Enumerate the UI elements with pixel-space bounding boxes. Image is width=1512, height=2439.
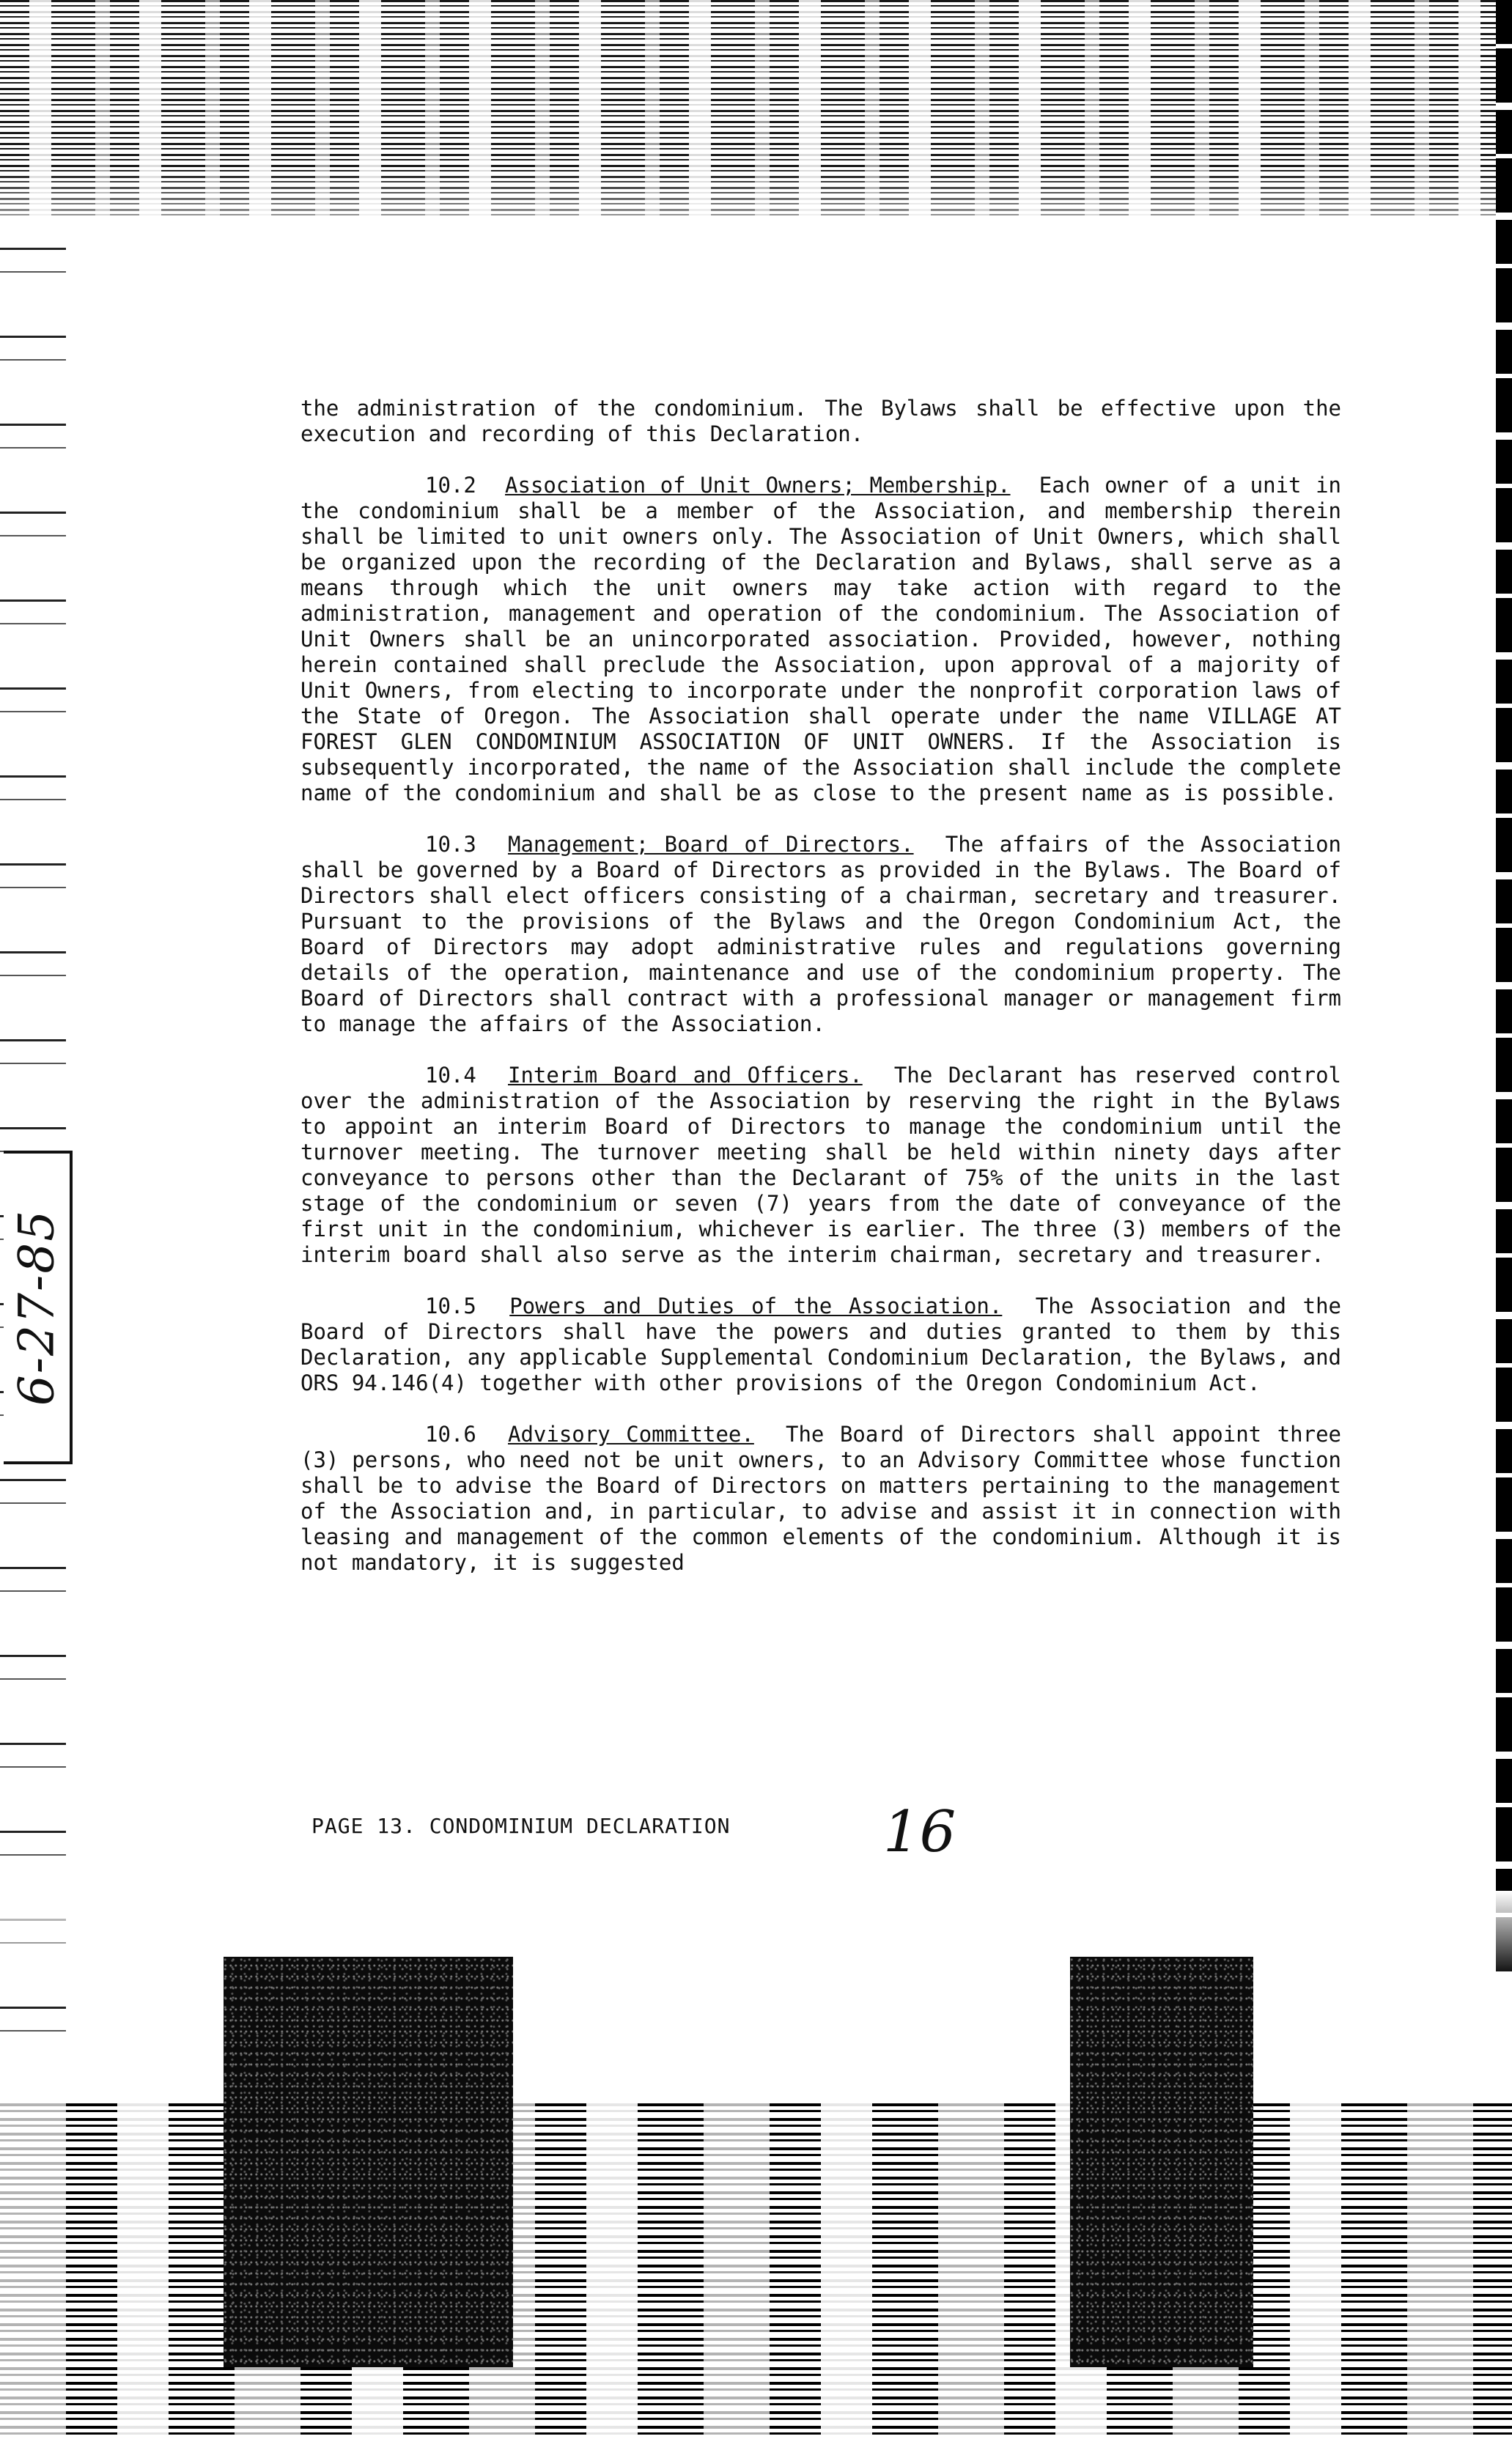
section-body: The Association and the Board of Directors shall have the powers and duties granted to them by this Declaration, any applicable Supplemental Condominium Declaration, the Bylaws, and ORS 94.146(4) together with other provisions of the Oregon Condominium Act. (300, 1294, 1341, 1395)
section-10-6 (300, 1422, 1341, 1576)
section-10-4 (300, 1063, 1341, 1268)
section-heading: Advisory Committee. (508, 1422, 754, 1447)
section-number: 10.3 (425, 832, 476, 857)
section-10-3 (300, 832, 1341, 1037)
section-body: Each owner of a unit in the condominium shall be a member of the Association, and membership therein shall be limited to unit owners only. The Association of Unit Owners, which shall be organized upon the recording of the Declaration and Bylaws, shall serve as a means through which the unit owners may take action with regard to the administration, management and operation of the condominium. The Association of Unit Owners shall be an unincorporated association. Provided, however, nothing herein contained shall preclude the Association, upon approval of a majority of Unit Owners, from electing to incorporate under the nonprofit corporation laws of the State of Oregon. The Association shall operate under the name VILLAGE AT FOREST GLEN CONDOMINIUM ASSOCIATION OF UNIT OWNERS. If the Association is subsequently incorporated, the name of the Association shall include the complete name of the condominium and shall be as close to the present name as is possible. (300, 473, 1341, 805)
section-body: The Board of Directors shall appoint three (3) persons, who need not be unit owners, to an Advisory Committee whose function shall be to advise the Board of Directors on matters pertaining to the management of the Association and, in particular, to advise and assist it in connection with leasing and management of the common elements of the condominium. Although it is not mandatory, it is suggested (300, 1422, 1342, 1575)
section-number: 10.4 (425, 1063, 476, 1088)
section-10-2 (300, 473, 1341, 806)
continuation-paragraph: the administration of the condominium. The Bylaws shall be effective upon the execution and recording of this Declaration. (300, 396, 1341, 446)
section-number: 10.2 (425, 473, 476, 498)
section-heading: Association of Unit Owners; Membership. (505, 473, 1011, 498)
section-10-5 (300, 1294, 1341, 1396)
section-body: The affairs of the Association shall be governed by a Board of Directors as provided in the Bylaws. The Board of Directors shall elect officers consisting of a chairman, secretary and treasurer. Pursuant to the provisions of the Bylaws and the Oregon Condominium Act, the Board of Directors may adopt administrative rules and regulations governing details of the operation, maintenance and use of the condominium property. The Board of Directors shall contract with a professional manager or management firm to manage the affairs of the Association. (300, 832, 1341, 1036)
handwritten-page-number: 16 (883, 1799, 956, 1865)
document-body (300, 396, 1341, 1601)
scan-dark-block-right (1070, 1957, 1253, 2367)
section-heading: Management; Board of Directors. (508, 832, 914, 857)
handwritten-date: 6-27-85 (8, 1209, 65, 1406)
section-body: The Declarant has reserved control over the administration of the Association by reserving the right in the Bylaws to appoint an interim Board of Directors to manage the condominium until the turnover meeting. The turnover meeting shall be held within ninety days after conveyance to persons other than the Declarant of 75% of the units in the last stage of the condominium or seven (7) years from the date of conveyance of the first unit in the condominium, whichever is earlier. The three (3) members of the interim board shall also serve as the interim chairman, secretary and treasurer. (300, 1063, 1342, 1267)
scan-noise-left-edge (0, 220, 66, 2052)
section-number: 10.6 (425, 1422, 476, 1447)
page-footer: PAGE 13. CONDOMINIUM DECLARATION (311, 1814, 731, 1838)
section-heading: Interim Board and Officers. (508, 1063, 863, 1088)
scan-fade (0, 169, 1512, 257)
scan-noise-right-edge (1496, 0, 1512, 1979)
handwritten-date-box (4, 1151, 73, 1464)
section-heading: Powers and Duties of the Association. (509, 1294, 1003, 1318)
section-number: 10.5 (425, 1294, 476, 1318)
scan-dark-block-left (224, 1957, 513, 2367)
